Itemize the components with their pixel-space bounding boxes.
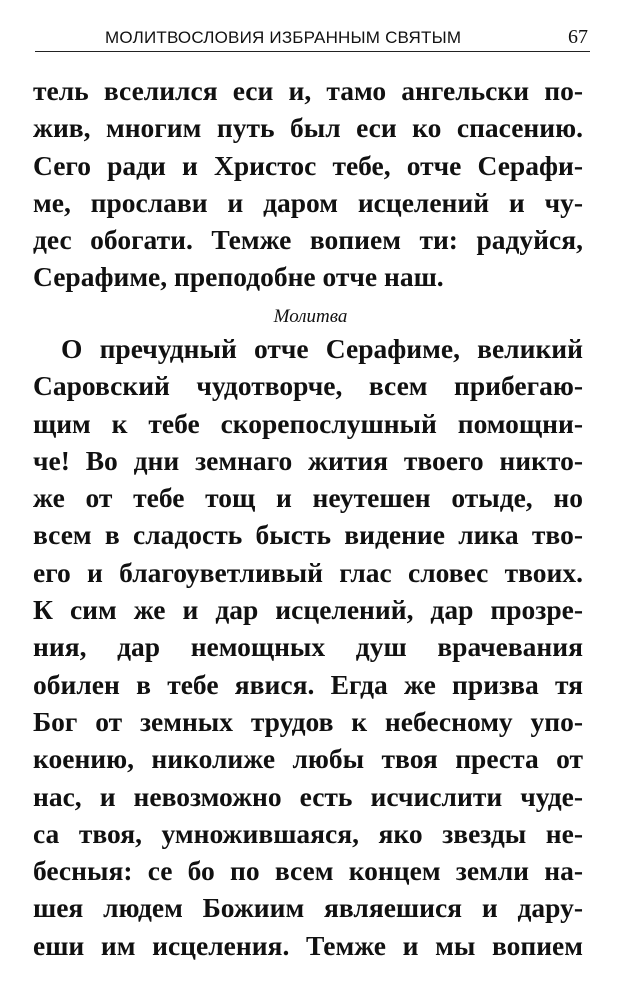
text-line: ме, прослави и даром исцелений и чу-	[33, 186, 583, 218]
text-line: че! Во дни земнаго жития твоего никто-	[33, 444, 583, 476]
text-line: его и благоуветливый глас словес твоих.	[33, 556, 583, 588]
text-line: Сего ради и Христос тебе, отче Серафи-	[33, 149, 583, 181]
header-rule	[35, 51, 590, 52]
text-line: же от тебе тощ и неутешен отыде, но	[33, 482, 583, 514]
text-line: ния, дар немощных душ врачевания	[33, 631, 583, 663]
text-line: О пречудный отче Серафиме, великий	[61, 333, 583, 364]
text-line: Бог от земных трудов к небесному упо-	[33, 705, 583, 737]
paragraph-continued	[33, 72, 583, 296]
page-header	[35, 26, 590, 48]
text-line: Саровский чудотворче, всем прибегаю-	[33, 370, 583, 402]
text-line: еши им исцеления. Темже и мы вопием	[33, 929, 583, 961]
text-line: дес обогати. Темже вопием ти: радуйся,	[33, 224, 583, 256]
text-line: бесныя: се бо по всем концем земли на-	[33, 855, 583, 887]
text-line: нас, и невозможно есть исчислити чуде-	[33, 780, 583, 812]
text-line: коению, николиже любы твоя преста от	[33, 743, 583, 775]
text-line: шея людем Божиим являешися и дару-	[33, 892, 583, 924]
text-line: обилен в тебе явися. Егда же призва тя	[33, 668, 583, 700]
text-line: щим к тебе скорепослушный помощни-	[33, 407, 583, 439]
text-line: К сим же и дар исцелений, дар прозре-	[33, 594, 583, 626]
page-number: 67	[568, 26, 588, 48]
text-line: са твоя, умножившаяся, яко звезды не-	[33, 817, 583, 849]
running-head: МОЛИТВОСЛОВИЯ ИЗБРАННЫМ СВЯТЫМ	[105, 28, 462, 47]
text-line: Серафиме, преподобне отче наш.	[33, 261, 444, 293]
text-line: жив, многим путь был еси ко спасению.	[33, 112, 583, 144]
text-line: тель вселился еси и, тамо ангельски по-	[33, 75, 583, 106]
prayer-paragraph	[33, 330, 583, 964]
prayer-heading: Молитва	[273, 306, 348, 327]
text-line: всем в сладость бысть видение лика тво-	[33, 519, 583, 551]
